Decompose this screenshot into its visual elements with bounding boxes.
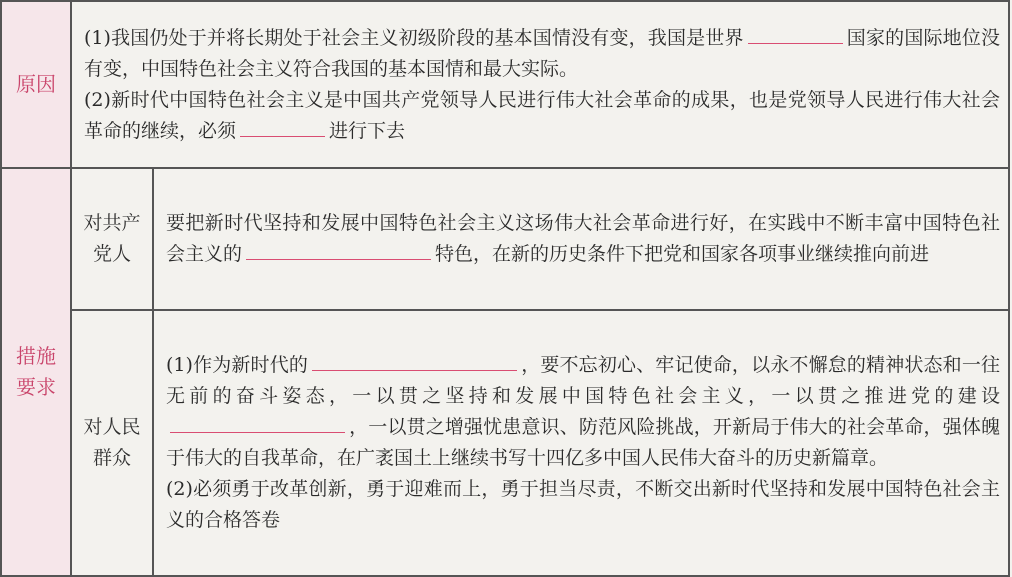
reason-label: 原因	[1, 1, 71, 168]
reason-content	[71, 1, 1009, 168]
party-text-a: 要把新时代坚持和发展中国特色社会主义这场伟大社会革命进行好，在实践中不断丰富中国特色社会主义的	[166, 212, 1000, 265]
answer-blank-5[interactable]	[170, 412, 345, 433]
people-label-text: 对人民群众	[83, 416, 141, 469]
people-p1-text-a: (1)作为新时代的	[166, 354, 309, 376]
people-row	[1, 310, 1009, 576]
party-label	[71, 168, 153, 310]
party-text-b: 特色，在新的历史条件下把党和国家各项事业继续推向前进	[435, 243, 930, 265]
party-content	[153, 168, 1009, 310]
reason-p2-text-b: 进行下去	[329, 119, 406, 142]
reason-p1-text-b: 国家的国际地位没有变，中国特色社会主义符合我国的基本国情和最大实际。	[84, 26, 1000, 80]
measures-label-text: 措施要求	[16, 344, 56, 399]
reason-paragraph-2	[84, 85, 1000, 147]
answer-blank-1[interactable]	[748, 23, 843, 44]
people-paragraph-2: (2)必须勇于改革创新，勇于迎难而上，勇于担当尽责，不断交出新时代坚持和发展中国特色社会主义的合格答卷	[166, 478, 1000, 531]
people-label	[71, 310, 153, 576]
reason-paragraph-1	[84, 23, 1000, 85]
people-paragraph-1	[166, 350, 1000, 474]
reason-row	[1, 1, 1009, 168]
people-p1-text-c: ，一以贯之增强忧患意识、防范风险挑战，开新局于伟大的社会革命，强体魄于伟大的自我革命，在广袤国土上继续书写十四亿多中国人民伟大奋斗的历史新篇章。	[166, 416, 1000, 469]
measures-label	[1, 168, 71, 576]
party-row	[1, 168, 1009, 310]
people-content	[153, 310, 1009, 576]
answer-blank-4[interactable]	[312, 350, 517, 371]
people-p1-text-b: ，要不忘初心、牢记使命，以永不懈怠的精神状态和一往无前的奋斗姿态，一以贯之坚持和发展中国特色社会主义，一以贯之推进党的建设	[166, 354, 1000, 407]
reason-p1-text-a: (1)我国仍处于并将长期处于社会主义初级阶段的基本国情没有变，我国是世界	[84, 26, 744, 49]
reason-p2-text-a: (2)新时代中国特色社会主义是中国共产党领导人民进行伟大社会革命的成果，也是党领导人民进行伟大社会革命的继续，必须	[84, 88, 1000, 142]
party-paragraph	[166, 208, 1000, 270]
answer-blank-2[interactable]	[240, 116, 325, 137]
party-label-text: 对共产党人	[83, 212, 141, 265]
answer-blank-3[interactable]	[246, 239, 431, 260]
